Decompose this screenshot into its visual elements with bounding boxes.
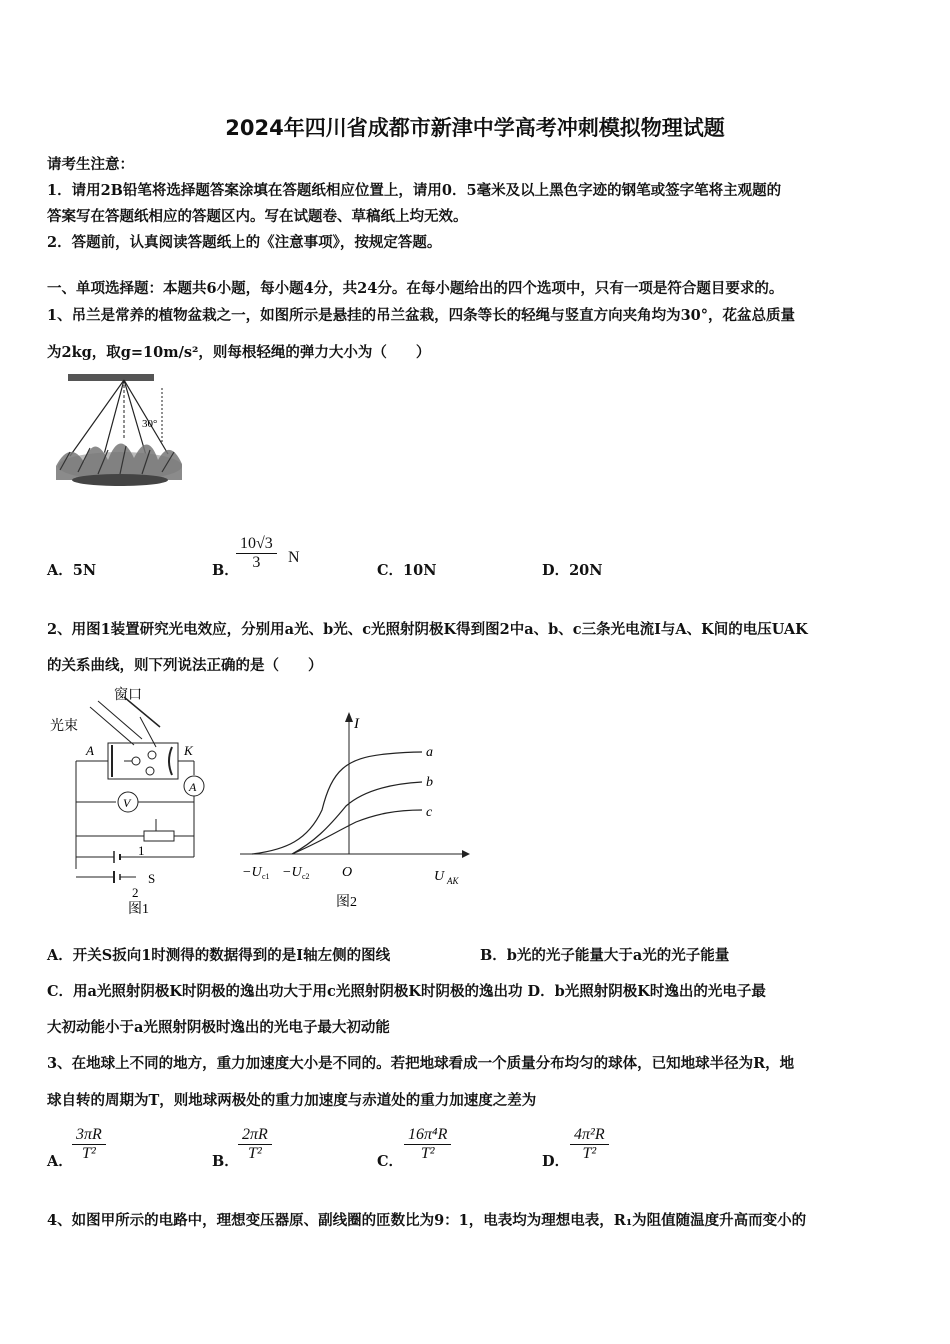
page-title: 2024年四川省成都市新津中学高考冲刺模拟物理试题 (225, 116, 725, 140)
q3-option-d-numerator: 4π²R (570, 1126, 609, 1145)
q3-option-d-denominator: T² (582, 1145, 597, 1162)
q2-fig2-x-axis-sub: AK (447, 876, 459, 886)
q2-fig1-voltmeter-label: V (123, 796, 131, 810)
q1-option-b-label: B． (212, 562, 239, 579)
q1-option-b-unit: N (288, 549, 300, 566)
q2-option-c-line-1: C．用a光照射阴极K时阴极的逸出功大于用c光照射阴极K时阴极的逸出功 D．b光照射阴极K时逸出的光电子最 (47, 983, 766, 1000)
q3-option-b-denominator: T² (248, 1145, 262, 1162)
q1-hanging-plant-figure (50, 370, 186, 492)
q2-fig2-uc1-label: −U (242, 865, 262, 880)
section-1-heading: 一、单项选择题：本题共6小题，每小题4分，共24分。在每小题给出的四个选项中，只有一项是符合题目要求的。 (47, 280, 784, 297)
q2-fig1-ammeter-label: A (189, 780, 197, 794)
q1-line-1: 1、吊兰是常养的植物盆栽之一，如图所示是悬挂的吊兰盆栽，四条等长的轻绳与竖直方向夹角均为30°，花盆总质量 (47, 307, 796, 324)
notice-item-2: 2．答题前，认真阅读答题纸上的《注意事项》，按规定答题。 (47, 234, 442, 251)
q2-fig2-x-axis-label: U (434, 869, 445, 884)
q1-line-2: 为2kg，取g=10m/s²，则每根轻绳的弹力大小为（ ） (47, 344, 431, 361)
q2-fig2-y-axis-label: I (354, 716, 359, 732)
q3-option-b-fraction (238, 1126, 272, 1163)
q1-option-b-fraction (236, 535, 277, 572)
q3-option-a-denominator: T² (82, 1145, 96, 1162)
q3-option-c-fraction (404, 1126, 451, 1163)
q2-option-c-line-2: 大初动能小于a光照射阴极时逸出的光电子最大初动能 (47, 1019, 390, 1036)
q2-fig2-uc1-sub: c1 (262, 872, 270, 881)
notice-item-1-line-2: 答案写在答题纸相应的答题区内。写在试题卷、草稿纸上均无效。 (47, 208, 468, 225)
q2-fig1-beam-label: 光束 (50, 719, 78, 734)
q3-option-d-label: D． (542, 1153, 570, 1170)
q2-fig1-caption: 图1 (128, 902, 149, 915)
q2-fig2-curve-b-label: b (426, 775, 433, 790)
q1-option-d: D．20N (542, 562, 603, 579)
q3-option-a-numerator: 3πR (72, 1126, 106, 1145)
notice-heading: 请考生注意： (47, 156, 134, 173)
q2-fig2-curve-a-line (252, 752, 422, 854)
q3-option-c-numerator: 16π⁴R (404, 1126, 451, 1145)
q1-option-a: A．5N (47, 562, 97, 579)
q2-fig2-curve-c-label: c (426, 805, 433, 820)
q2-fig2-caption: 图2 (336, 895, 357, 910)
q2-line-2: 的关系曲线，则下列说法正确的是（ ） (47, 657, 323, 674)
q3-option-c-denominator: T² (420, 1145, 435, 1162)
q2-figure-2-graph (236, 710, 470, 912)
q3-line-1: 3、在地球上不同的地方，重力加速度大小是不同的。若把地球看成一个质量分布均匀的球体，已知地球半径为R，地 (47, 1055, 795, 1072)
q1-option-b-numerator: 10√3 (236, 535, 277, 554)
notice-item-1-line-1: 1．请用2B铅笔将选择题答案涂填在答题纸相应位置上，请用0．5毫米及以上黑色字迹的钢笔或签字笔将主观题的 (47, 182, 782, 199)
q3-line-2: 球自转的周期为T，则地球两极处的重力加速度与赤道处的重力加速度之差为 (47, 1092, 537, 1109)
q2-fig1-anode-label: A (86, 743, 94, 758)
q3-option-a-fraction (72, 1126, 106, 1163)
q2-fig2-uc2-sub: c2 (302, 872, 310, 881)
q1-option-c: C．10N (377, 562, 437, 579)
q2-option-a: A．开关S扳向1时测得的数据得到的是I轴左侧的图线 (47, 947, 391, 964)
q2-fig1-switch-2: 2 (132, 885, 139, 900)
q3-option-c-label: C． (377, 1153, 404, 1170)
q2-figure-1-circuit (48, 683, 218, 915)
q2-option-b: B．b光的光子能量大于a光的光子能量 (480, 947, 730, 964)
q3-option-b-label: B． (212, 1153, 239, 1170)
q3-option-a-label: A． (47, 1153, 73, 1170)
q2-fig1-switch-s: S (148, 871, 156, 886)
q2-fig1-cathode-label: K (184, 743, 193, 758)
q3-option-d-fraction (570, 1126, 609, 1163)
q2-fig2-curve-b-line (292, 782, 422, 854)
q2-fig2-uc2-label: −U (282, 865, 302, 880)
q2-fig1-switch-1: 1 (138, 843, 145, 858)
q2-fig1-window-label: 窗口 (114, 688, 142, 703)
q2-fig2-curve-c-line (292, 810, 422, 854)
q1-figure-angle: 30° (142, 418, 158, 430)
q2-fig2-origin-label: O (342, 865, 353, 880)
q3-option-b-numerator: 2πR (238, 1126, 272, 1145)
q2-fig2-curve-a-label: a (426, 745, 433, 760)
q1-option-b-denominator: 3 (252, 554, 261, 571)
q2-line-1: 2、用图1装置研究光电效应，分别用a光、b光、c光照射阴极K得到图2中a、b、c三条光电流I与A、K间的电压UAK (47, 621, 808, 638)
q4-line-1: 4、如图甲所示的电路中，理想变压器原、副线圈的匝数比为9：1，电表均为理想电表，R₁为阻值随温度升高而变小的 (47, 1212, 807, 1229)
